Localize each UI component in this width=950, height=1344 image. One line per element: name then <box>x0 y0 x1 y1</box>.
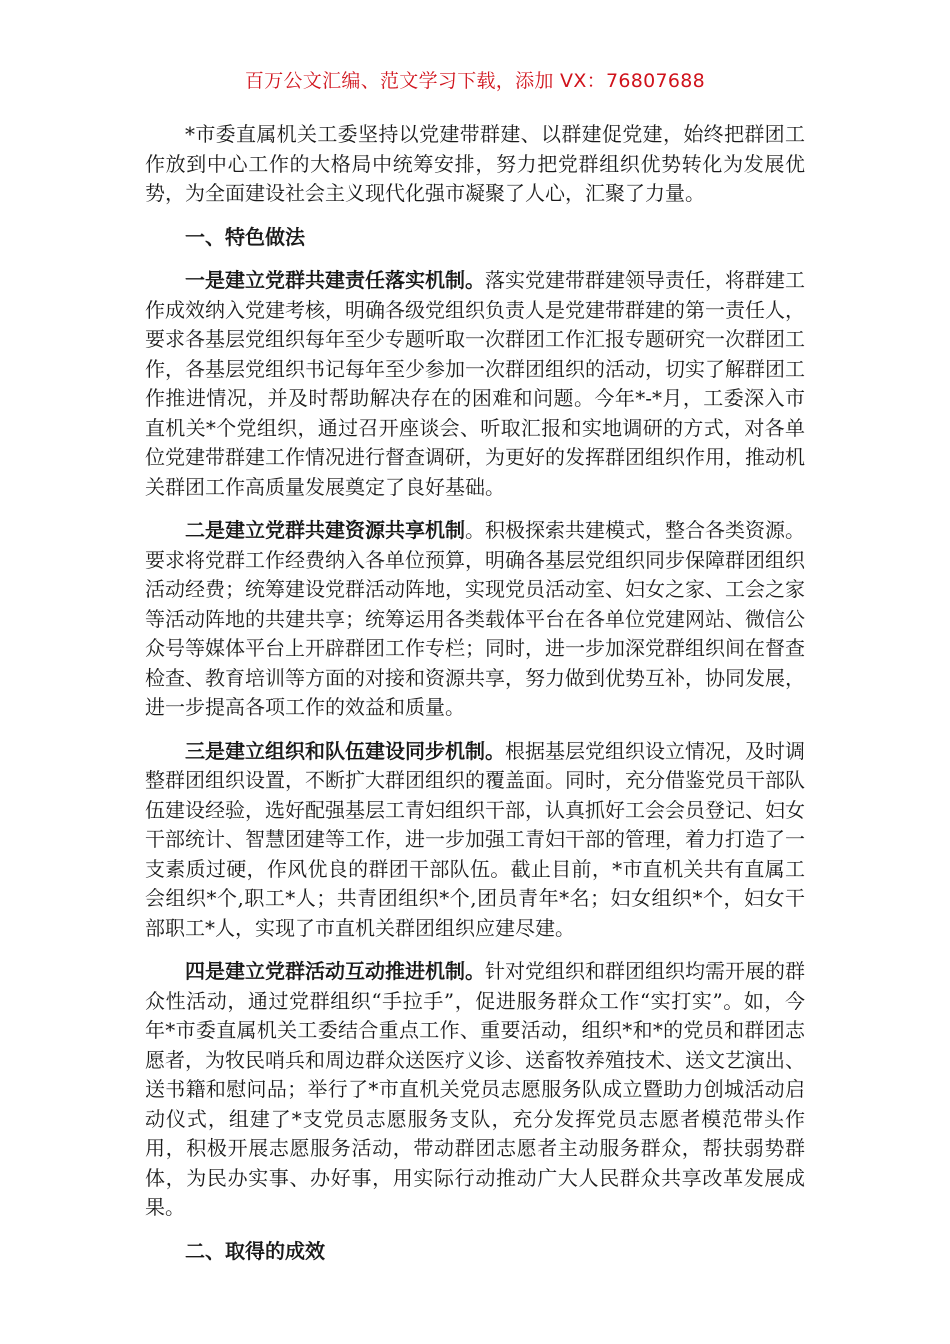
item-body: 针对党组织和群团组织均需开展的群众性活动，通过党群组织“手拉手”，促进服务群众工作“实打实”。如，今年*市委直属机关工委结合重点工作、重要活动，组织*和*的党员和群团志愿者，为牧民哨兵和周边群众送医疗义诊、送畜牧养殖技术、送文艺演出、送书籍和慰问品；举行了*市直机关党员志愿服务队成立暨助力创城活动启动仪式，组建了*支党员志愿服务支队，充分发挥党员志愿者模范带头作用，积极开展志愿服务活动，带动群团志愿者主动服务群众，帮扶弱势群体，为民办实事、办好事，用实际行动推动广大人民群众共享改革发展成果。 <box>145 959 805 1219</box>
item-body: 。积极探索共建模式，整合各类资源。要求将党群工作经费纳入各单位预算，明确各基层党组织同步保障群团组织活动经费；统筹建设党群活动阵地，实现党员活动室、妇女之家、工会之家等活动阵地的共建共享；统筹运用各类载体平台在各单位党建网站、微信公众号等媒体平台上开辟群团工作专栏；同时，进一步加深党群组织间在督查检查、教育培训等方面的对接和资源共享，努力做到优势互补，协同发展，进一步提高各项工作的效益和质量。 <box>145 518 805 719</box>
intro-paragraph: *市委直属机关工委坚持以党建带群建、以群建促党建，始终把群团工作放到中心工作的大格局中统筹安排，努力把党群组织优势转化为发展优势，为全面建设社会主义现代化强市凝聚了人心，汇聚了力量。 <box>145 122 805 205</box>
item-body: 根据基层党组织设立情况，及时调整群团组织设置，不断扩大群团组织的覆盖面。同时，充分借鉴党员干部队伍建设经验，选好配强基层工青妇组织干部，认真抓好工会会员登记、妇女干部统计、智慧团建等工作，进一步加强工青妇干部的管理，着力打造了一支素质过硬，作风优良的群团干部队伍。截止目前，*市直机关共有直属工会组织*个,职工*人；共青团组织*个,团员青年*名；妇女组织*个，妇女干部职工*人，实现了市直机关群团组织应建尽建。 <box>145 738 805 940</box>
section-heading-1: 一、特色做法 <box>185 224 305 249</box>
item-lead: 二是建立党群共建资源共享机制 <box>185 518 465 542</box>
paragraph-item-2 <box>145 516 805 723</box>
paragraph-item-1 <box>145 266 805 502</box>
item-lead: 四是建立党群活动互动推进机制。 <box>185 959 485 983</box>
item-lead: 三是建立组织和队伍建设同步机制。 <box>185 738 505 763</box>
item-body: 落实党建带群建领导责任，将群建工作成效纳入党建考核，明确各级党组织负责人是党建带群建的第一责任人，要求各基层党组织每年至少专题听取一次群团工作汇报专题研究一次群团工作，各基层党组织书记每年至少参加一次群团组织的活动，切实了解群团工作推进情况，并及时帮助解决存在的困难和问题。今年*-*月，工委深入市直机关*个党组织，通过召开座谈会、听取汇报和实地调研的方式，对各单位党建带群建工作情况进行督查调研，为更好的发挥群团组织作用，推动机关群团工作高质量发展奠定了良好基础。 <box>145 268 805 499</box>
item-lead: 一是建立党群共建责任落实机制。 <box>185 268 485 292</box>
document-body <box>145 120 805 1280</box>
paragraph-item-3 <box>145 737 805 944</box>
paragraph-item-4 <box>145 957 805 1223</box>
header-banner: 百万公文汇编、范文学习下载，添加 VX：76807688 <box>244 70 706 92</box>
section-heading-2: 二、取得的成效 <box>185 1238 325 1263</box>
